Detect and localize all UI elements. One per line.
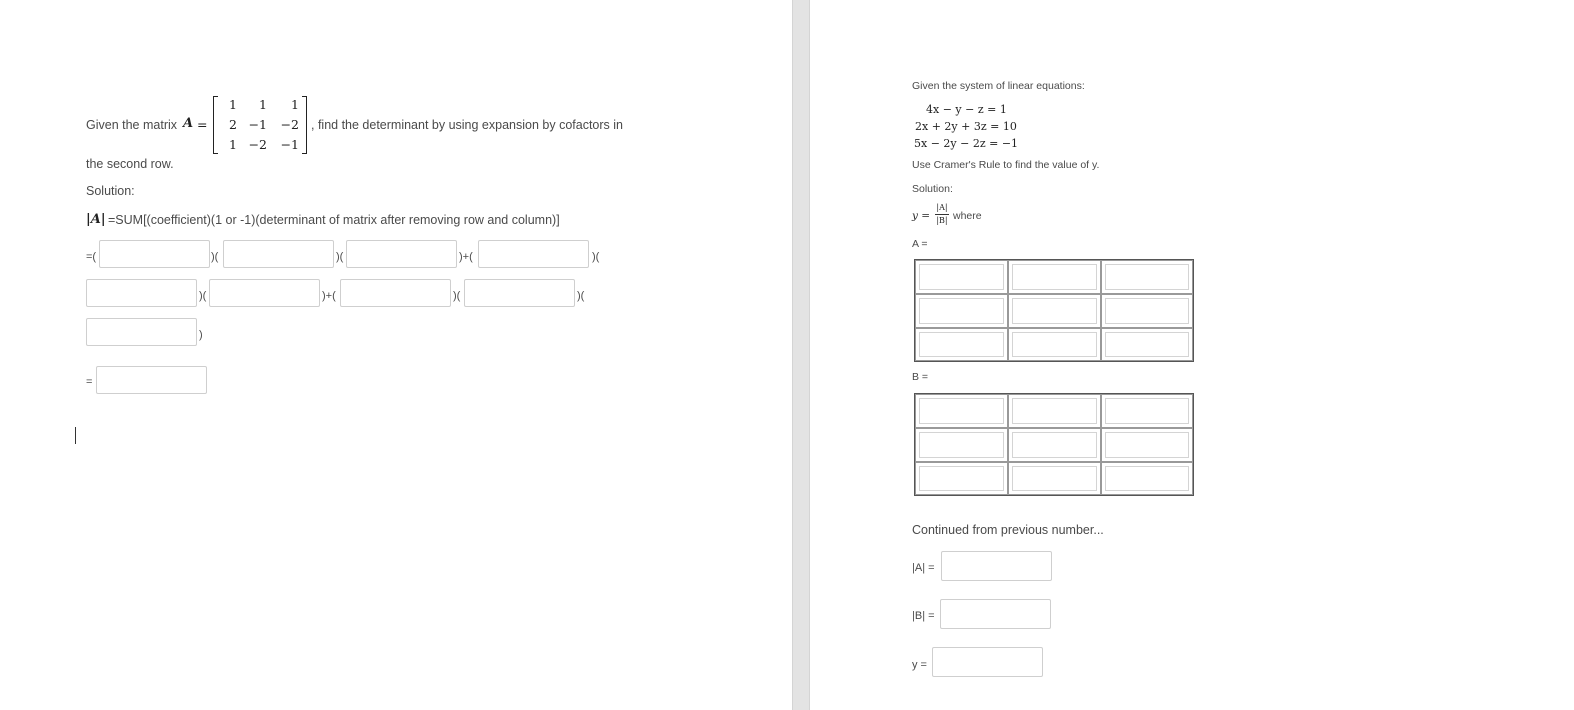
matrix-cell: 2 bbox=[229, 117, 237, 132]
matrix-cell: 1 bbox=[259, 97, 267, 112]
grid-cell[interactable] bbox=[1101, 428, 1193, 462]
grid-cell[interactable] bbox=[1101, 328, 1193, 361]
fraction-numerator: |A| bbox=[936, 203, 948, 212]
text-cursor bbox=[75, 427, 76, 444]
matrix-symbol: A bbox=[183, 116, 194, 131]
fraction-bar bbox=[935, 214, 949, 215]
grid-cell[interactable] bbox=[1008, 428, 1101, 462]
cofactor-input[interactable] bbox=[478, 240, 589, 268]
grid-cell[interactable] bbox=[915, 462, 1008, 495]
cofactor-input[interactable] bbox=[209, 279, 320, 307]
question-intro-cont: , find the determinant by using expansion by cofactors in bbox=[311, 118, 623, 132]
grid-cell[interactable] bbox=[1008, 462, 1101, 495]
y-label: y = bbox=[912, 659, 927, 671]
question-intro: Given the matrix bbox=[86, 118, 178, 132]
right-bracket bbox=[302, 96, 307, 154]
where-label: where bbox=[953, 210, 982, 222]
matrix-cell: −1 bbox=[280, 137, 299, 152]
operator: )( bbox=[577, 290, 585, 302]
matrix-cell: 1 bbox=[291, 97, 299, 112]
question-line2: the second row. bbox=[86, 157, 174, 171]
det-symbol: |A| bbox=[86, 212, 106, 227]
matrix-a bbox=[213, 96, 307, 154]
det-b-input[interactable] bbox=[940, 599, 1051, 629]
grid-cell[interactable] bbox=[1101, 394, 1193, 428]
grid-cell[interactable] bbox=[915, 394, 1008, 428]
grid-cell[interactable] bbox=[1008, 260, 1101, 294]
grid-cell[interactable] bbox=[915, 328, 1008, 361]
equation: 2x + 2y + 3z = 10 bbox=[915, 120, 1017, 133]
grid-cell[interactable] bbox=[1101, 294, 1193, 328]
cofactor-input[interactable] bbox=[346, 240, 457, 268]
determinant-result-input[interactable] bbox=[96, 366, 207, 394]
abs-b-label: |B| = bbox=[912, 610, 935, 622]
matrix-b-label: B = bbox=[912, 371, 929, 383]
pane-divider[interactable] bbox=[792, 0, 810, 710]
y-lhs: y = bbox=[912, 210, 931, 222]
matrix-a-label: A = bbox=[912, 238, 928, 250]
matrix-cell: −2 bbox=[248, 137, 267, 152]
grid-cell[interactable] bbox=[915, 428, 1008, 462]
matrix-cell: 1 bbox=[229, 137, 237, 152]
grid-cell[interactable] bbox=[1008, 294, 1101, 328]
matrix-cell: −1 bbox=[248, 117, 267, 132]
abs-a-label: |A| = bbox=[912, 562, 935, 574]
operator: ) bbox=[199, 329, 203, 341]
operator: )( bbox=[211, 251, 219, 263]
cofactor-input[interactable] bbox=[464, 279, 575, 307]
fraction-denominator: |B| bbox=[936, 216, 948, 225]
matrix-b-grid bbox=[914, 393, 1194, 496]
operator: )( bbox=[199, 290, 207, 302]
cofactor-input[interactable] bbox=[340, 279, 451, 307]
y-input[interactable] bbox=[932, 647, 1043, 677]
solution-label: Solution: bbox=[912, 183, 953, 195]
instruction: Use Cramer's Rule to find the value of y. bbox=[912, 159, 1100, 171]
operator: )( bbox=[336, 251, 344, 263]
operator: )+( bbox=[459, 251, 473, 263]
system-intro: Given the system of linear equations: bbox=[912, 80, 1085, 92]
grid-cell[interactable] bbox=[1101, 260, 1193, 294]
equation: 4x − y − z = 1 bbox=[926, 103, 1007, 116]
continued-label: Continued from previous number... bbox=[912, 523, 1104, 537]
grid-cell[interactable] bbox=[1008, 394, 1101, 428]
cofactor-input[interactable] bbox=[86, 279, 197, 307]
grid-cell[interactable] bbox=[1101, 462, 1193, 495]
row1-lead: =( bbox=[86, 251, 97, 263]
operator: )( bbox=[592, 251, 600, 263]
grid-cell[interactable] bbox=[915, 294, 1008, 328]
matrix-a-grid bbox=[914, 259, 1194, 362]
solution-label: Solution: bbox=[86, 184, 135, 198]
det-a-input[interactable] bbox=[941, 551, 1052, 581]
grid-cell[interactable] bbox=[915, 260, 1008, 294]
matrix-cell: −2 bbox=[280, 117, 299, 132]
operator: )( bbox=[453, 290, 461, 302]
matrix-cell: 1 bbox=[229, 97, 237, 112]
cofactor-input[interactable] bbox=[86, 318, 197, 346]
cofactor-input[interactable] bbox=[223, 240, 334, 268]
operator: )+( bbox=[322, 290, 336, 302]
equals-sign: = bbox=[197, 117, 208, 132]
equation: 5x − 2y − 2z = −1 bbox=[914, 137, 1019, 150]
grid-cell[interactable] bbox=[1008, 328, 1101, 361]
cofactor-input[interactable] bbox=[99, 240, 210, 268]
formula-text: =SUM[(coefficient)(1 or -1)(determinant of matrix after removing row and column)] bbox=[108, 213, 560, 227]
result-equals: = bbox=[86, 376, 93, 388]
